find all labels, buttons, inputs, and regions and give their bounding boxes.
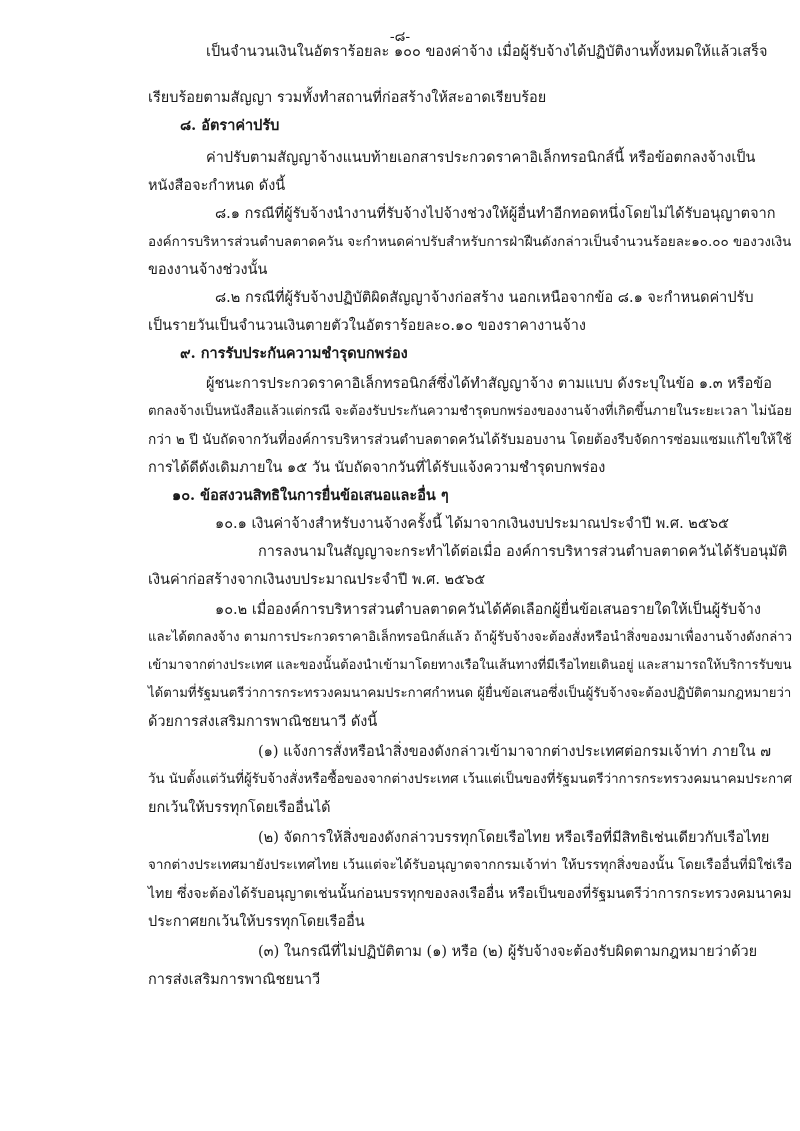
text-line: กว่า ๒ ปี นับถัดจากวันที่องค์การบริหารส่วนตำบลตาดควันได้รับมอบงาน โดยต้องรีบจัดการซ่อมแซมแก้ไขให้ใช้ bbox=[148, 432, 792, 448]
text-line: การลงนามในสัญญาจะกระทำได้ต่อเมื่อ องค์การบริหารส่วนตำบลตาดควันได้รับอนุมัติ bbox=[258, 544, 788, 560]
text-line: ของงานจ้างช่วงนั้น bbox=[148, 262, 268, 278]
text-line: จากต่างประเทศมายังประเทศไทย เว้นแต่จะได้รับอนุญาตจากกรมเจ้าท่า ให้บรรทุกสิ่งของนั้น โดยเรืออื่นที่มิใช่เรือ bbox=[148, 858, 793, 873]
text-line: ๑๐.๒ เมื่อองค์การบริหารส่วนตำบลตาดควันได้คัดเลือกผู้ยื่นข้อเสนอรายใดให้เป็นผู้รับจ้าง bbox=[215, 602, 761, 618]
text-line: (๒) จัดการให้สิ่งของดังกล่าวบรรทุกโดยเรือไทย หรือเรือที่มีสิทธิเช่นเดียวกับเรือไทย bbox=[258, 830, 770, 846]
text-line: (๑) แจ้งการสั่งหรือนำสิ่งของดังกล่าวเข้ามาจากต่างประเทศต่อกรมเจ้าท่า ภายใน ๗ bbox=[258, 744, 771, 760]
text-line: และได้ตกลงจ้าง ตามการประกวดราคาอิเล็กทรอนิกส์แล้ว ถ้าผู้รับจ้างจะต้องสั่งหรือนำสิ่งของมาเพื่องานจ้างดังกล่าว bbox=[148, 630, 793, 645]
text-line: ๘.๑ กรณีที่ผู้รับจ้างนำงานที่รับจ้างไปจ้างช่วงให้ผู้อื่นทำอีกทอดหนึ่งโดยไม่ได้รับอนุญาตจาก bbox=[215, 206, 776, 222]
text-line: เข้ามาจากต่างประเทศ และของนั้นต้องนำเข้ามาโดยทางเรือในเส้นทางที่มีเรือไทยเดินอยู่ และสามารถให้บริการรับขน bbox=[148, 658, 792, 673]
text-line: เรียบร้อยตามสัญญา รวมทั้งทำสถานที่ก่อสร้างให้สะอาดเรียบร้อย bbox=[148, 90, 547, 106]
section-heading-9: ๙. การรับประกันความชำรุดบกพร่อง bbox=[180, 345, 408, 362]
text-line: ๑๐.๑ เงินค่าจ้างสำหรับงานจ้างครั้งนี้ ได้มาจากเงินงบประมาณประจำปี พ.ศ. ๒๕๖๕ bbox=[215, 516, 729, 532]
text-line: ตกลงจ้างเป็นหนังสือแล้วแต่กรณี จะต้องรับประกันความชำรุดบกพร่องของงานจ้างที่เกิดขึ้นภายในระยะเวลา ไม่น้อย bbox=[148, 404, 792, 419]
text-line: เป็นจำนวนเงินในอัตราร้อยละ ๑๐๐ ของค่าจ้าง เมื่อผู้รับจ้างได้ปฏิบัติงานทั้งหมดให้แล้วเสร็จ bbox=[206, 44, 768, 60]
text-line: ๘.๒ กรณีที่ผู้รับจ้างปฏิบัติผิดสัญญาจ้างก่อสร้าง นอกเหนือจากข้อ ๘.๑ จะกำหนดค่าปรับ bbox=[215, 290, 754, 306]
text-line: ด้วยการส่งเสริมการพาณิชยนาวี ดังนี้ bbox=[148, 714, 378, 730]
section-heading-10: ๑๐. ข้อสงวนสิทธิในการยื่นข้อเสนอและอื่น ๆ bbox=[172, 487, 449, 504]
text-line: การส่งเสริมการพาณิชยนาวี bbox=[148, 972, 321, 988]
text-line: ผู้ชนะการประกวดราคาอิเล็กทรอนิกส์ซึ่งได้ทำสัญญาจ้าง ตามแบบ ดังระบุในข้อ ๑.๓ หรือข้อ bbox=[206, 376, 772, 392]
text-line: ประกาศยกเว้นให้บรรทุกโดยเรืออื่น bbox=[148, 914, 365, 930]
text-line: ได้ตามที่รัฐมนตรีว่าการกระทรวงคมนาคมประกาศกำหนด ผู้ยื่นข้อเสนอซึ่งเป็นผู้รับจ้างจะต้องปฏิบัติตามกฎหมายว่า bbox=[148, 686, 792, 701]
text-line: วัน นับตั้งแต่วันที่ผู้รับจ้างสั่งหรือซื้อของจากต่างประเทศ เว้นแต่เป็นของที่รัฐมนตรีว่าการกระทรวงคมนาคมประกาศ bbox=[148, 772, 792, 787]
text-line: การได้ดีดังเดิมภายใน ๑๕ วัน นับถัดจากวันที่ได้รับแจ้งความชำรุดบกพร่อง bbox=[148, 460, 606, 476]
page-number: -๘- bbox=[389, 29, 411, 45]
text-line: ค่าปรับตามสัญญาจ้างแนบท้ายเอกสารประกวดราคาอิเล็กทรอนิกส์นี้ หรือข้อตกลงจ้างเป็น bbox=[206, 150, 756, 166]
text-line: ยกเว้นให้บรรทุกโดยเรืออื่นได้ bbox=[148, 800, 331, 816]
text-line: เป็นรายวันเป็นจำนวนเงินตายตัวในอัตราร้อยละ๐.๑๐ ของราคางานจ้าง bbox=[148, 318, 586, 334]
text-line: (๓) ในกรณีที่ไม่ปฏิบัติตาม (๑) หรือ (๒) ผู้รับจ้างจะต้องรับผิดตามกฎหมายว่าด้วย bbox=[258, 944, 758, 960]
section-heading-8: ๘. อัตราค่าปรับ bbox=[180, 117, 280, 134]
text-line: หนังสือจะกำหนด ดังนี้ bbox=[148, 178, 286, 194]
text-line: เงินค่าก่อสร้างจากเงินงบประมาณประจำปี พ.ศ. ๒๕๖๕ bbox=[148, 572, 486, 588]
text-line: องค์การบริหารส่วนตำบลตาดควัน จะกำหนดค่าปรับสำหรับการฝ่าฝืนดังกล่าวเป็นจำนวนร้อยละ๑๐.๐๐ ของวงเงิน bbox=[148, 234, 792, 250]
text-line: ไทย ซึ่งจะต้องได้รับอนุญาตเช่นนั้นก่อนบรรทุกของลงเรืออื่น หรือเป็นของที่รัฐมนตรีว่าการกระทรวงคมนาคม bbox=[148, 886, 792, 902]
